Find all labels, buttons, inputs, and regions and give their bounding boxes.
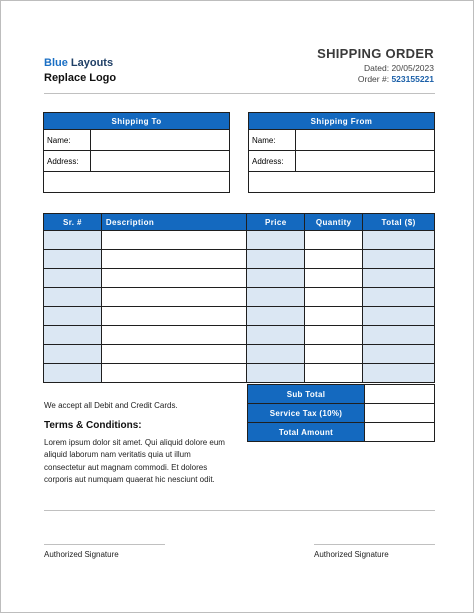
sub-total-label: Sub Total <box>248 385 365 404</box>
cell-total[interactable] <box>363 307 435 326</box>
cell-description[interactable] <box>101 345 247 364</box>
cell-description[interactable] <box>101 250 247 269</box>
shipping-from-address-field[interactable] <box>296 151 435 172</box>
shipping-from-address-label: Address: <box>249 151 296 172</box>
total-amount-label: Total Amount <box>248 423 365 442</box>
table-row <box>44 288 435 307</box>
shipping-to-address-label: Address: <box>44 151 91 172</box>
shipping-from-name-field[interactable] <box>296 130 435 151</box>
cell-sr[interactable] <box>44 307 102 326</box>
signature-label-right: Authorized Signature <box>314 550 389 559</box>
cell-price[interactable] <box>247 345 305 364</box>
col-header-description: Description <box>101 214 247 231</box>
cell-description[interactable] <box>101 288 247 307</box>
shipping-from-heading: Shipping From <box>249 113 435 130</box>
order-date: Dated: 20/05/2023 <box>364 63 434 73</box>
cell-description[interactable] <box>101 231 247 250</box>
cell-quantity[interactable] <box>305 288 363 307</box>
shipping-to-name-label: Name: <box>44 130 91 151</box>
shipping-to-heading: Shipping To <box>44 113 230 130</box>
items-table-body <box>44 231 435 383</box>
cell-total[interactable] <box>363 288 435 307</box>
terms-body: Lorem ipsum dolor sit amet. Qui aliquid dolore eum aliquid laborum nam veritatis quia ut illum consectetur aut magnam commodi. Et dolores corporis aut numquam quaerat hic nesciunt odit. <box>44 438 225 484</box>
col-header-quantity: Quantity <box>305 214 363 231</box>
terms-heading: Terms & Conditions: <box>44 420 142 431</box>
sub-total-value[interactable] <box>365 385 435 404</box>
cell-description[interactable] <box>101 307 247 326</box>
order-number-label: Order #: <box>357 74 390 84</box>
cell-total[interactable] <box>363 364 435 383</box>
cell-total[interactable] <box>363 326 435 345</box>
shipping-from-table <box>248 112 435 193</box>
table-row <box>44 250 435 269</box>
cell-price[interactable] <box>247 364 305 383</box>
totals-table <box>247 384 435 442</box>
col-header-sr: Sr. # <box>44 214 102 231</box>
logo-word-blue: Blue <box>44 57 68 69</box>
cell-price[interactable] <box>247 326 305 345</box>
cell-quantity[interactable] <box>305 231 363 250</box>
table-row <box>44 231 435 250</box>
cell-price[interactable] <box>247 269 305 288</box>
replace-logo-text: Replace Logo <box>44 72 117 84</box>
cell-sr[interactable] <box>44 269 102 288</box>
payment-note: We accept all Debit and Credit Cards. <box>44 401 178 410</box>
logo-word-layouts: Layouts <box>70 57 114 69</box>
cell-quantity[interactable] <box>305 250 363 269</box>
footer-divider <box>44 510 435 511</box>
company-logo <box>44 57 113 69</box>
signature-line-left <box>44 544 165 545</box>
cell-total[interactable] <box>363 345 435 364</box>
cell-total[interactable] <box>363 250 435 269</box>
table-row <box>44 307 435 326</box>
shipping-to-name-field[interactable] <box>91 130 230 151</box>
cell-quantity[interactable] <box>305 345 363 364</box>
cell-description[interactable] <box>101 326 247 345</box>
cell-sr[interactable] <box>44 326 102 345</box>
shipping-to-address-line2[interactable] <box>44 172 230 193</box>
header-divider <box>44 93 435 94</box>
cell-sr[interactable] <box>44 231 102 250</box>
total-amount-value[interactable] <box>365 423 435 442</box>
signature-line-right <box>314 544 435 545</box>
cell-total[interactable] <box>363 269 435 288</box>
cell-price[interactable] <box>247 250 305 269</box>
cell-price[interactable] <box>247 231 305 250</box>
signature-label-left: Authorized Signature <box>44 550 119 559</box>
table-row <box>44 364 435 383</box>
cell-description[interactable] <box>101 269 247 288</box>
shipping-to-table <box>43 112 230 193</box>
table-row <box>44 345 435 364</box>
table-row <box>44 269 435 288</box>
col-header-price: Price <box>247 214 305 231</box>
order-number-line <box>358 74 434 84</box>
cell-sr[interactable] <box>44 345 102 364</box>
cell-total[interactable] <box>363 231 435 250</box>
cell-quantity[interactable] <box>305 364 363 383</box>
items-table <box>43 213 435 383</box>
col-header-total: Total ($) <box>363 214 435 231</box>
cell-price[interactable] <box>247 288 305 307</box>
document-title: SHIPPING ORDER <box>317 46 434 61</box>
cell-quantity[interactable] <box>305 269 363 288</box>
cell-quantity[interactable] <box>305 307 363 326</box>
shipping-from-name-label: Name: <box>249 130 296 151</box>
shipping-from-address-line2[interactable] <box>249 172 435 193</box>
cell-sr[interactable] <box>44 288 102 307</box>
cell-quantity[interactable] <box>305 326 363 345</box>
cell-description[interactable] <box>101 364 247 383</box>
cell-sr[interactable] <box>44 364 102 383</box>
order-number-value: 523155221 <box>391 74 434 84</box>
service-tax-label: Service Tax (10%) <box>248 404 365 423</box>
shipping-to-address-field[interactable] <box>91 151 230 172</box>
table-row <box>44 326 435 345</box>
cell-price[interactable] <box>247 307 305 326</box>
cell-sr[interactable] <box>44 250 102 269</box>
service-tax-value[interactable] <box>365 404 435 423</box>
